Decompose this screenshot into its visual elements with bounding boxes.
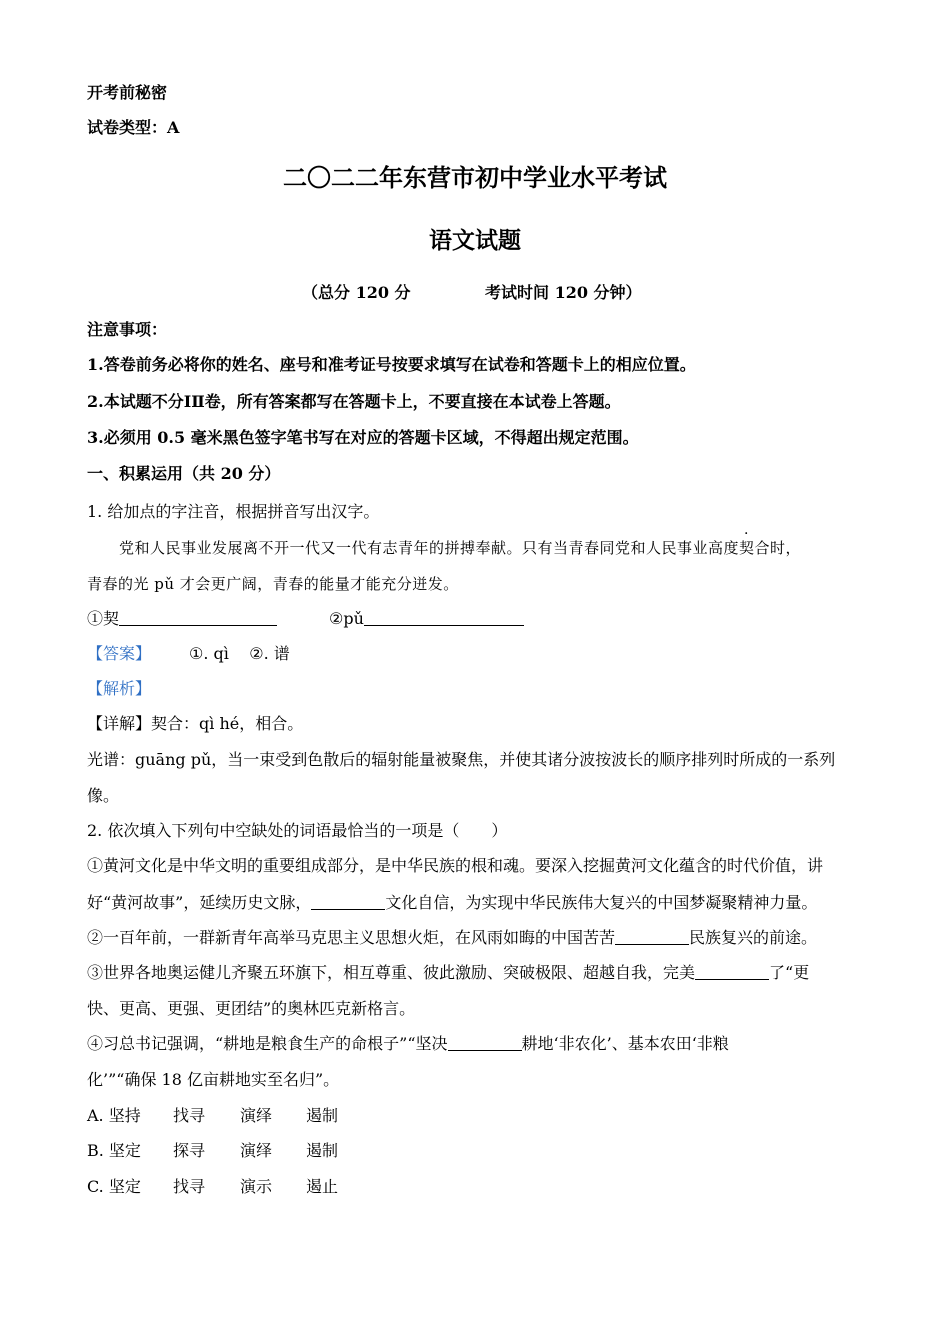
answer-row <box>87 644 290 664</box>
detail-line: 像。 <box>87 786 120 805</box>
option-word: A. 坚持 <box>87 1106 141 1125</box>
passage-text: 党和人民事业发展离不开一代又一代有志青年的拼搏奉献。只有当青春同党和人民事业高度 <box>119 539 740 557</box>
fill-blank <box>119 609 277 626</box>
sentence-text: ④习总书记强调，“耕地是粮食生产的命根子”“坚决 <box>87 1034 448 1053</box>
sentence-line: 快、更高、更强、更团结”的奥林匹克新格言。 <box>87 999 416 1018</box>
answer-text: ①. qì ②. 谱 <box>189 644 290 663</box>
sentence-text: ③世界各地奥运健儿齐聚五环旗下，相互尊重、彼此激励、突破极限、超越自我，完美 <box>87 963 696 982</box>
answer-blank-1 <box>87 609 277 629</box>
note-item: 3.必须用 0.5 毫米黑色签字笔书写在对应的答题卡区域，不得超出规定范围。 <box>87 428 639 447</box>
notes-heading: 注意事项： <box>87 320 168 339</box>
note-item: 2.本试题不分ⅠⅡ卷，所有答案都写在答题卡上，不要直接在本试卷上答题。 <box>87 392 621 411</box>
option-word: 遏止 <box>306 1177 339 1196</box>
answer-tag: 【答案】 <box>87 644 152 663</box>
note-item: 1.答卷前务必将你的姓名、座号和准考证号按要求填写在试卷和答题卡上的相应位置。 <box>87 355 696 374</box>
sentence-text: ②一百年前，一群新青年高举马克思主义思想火炬，在风雨如晦的中国苦苦 <box>87 928 616 947</box>
question-2-stem: 2. 依次填入下列句中空缺处的词语最恰当的一项是（ ） <box>87 821 508 840</box>
sentence-line <box>87 1034 729 1054</box>
sentence-text: 好“黄河故事”，延续历史文脉， <box>87 893 312 912</box>
option-a[interactable] <box>87 1106 338 1126</box>
option-word: B. 坚定 <box>87 1141 141 1160</box>
sentence-text: 耕地‘非农化’、基本农田‘非粮 <box>521 1034 729 1053</box>
option-word: 探寻 <box>173 1141 206 1160</box>
option-word: 遏制 <box>306 1141 339 1160</box>
option-word: 找寻 <box>173 1177 206 1196</box>
detail-line: 【详解】契合：qì hé，相合。 <box>87 714 304 733</box>
question-1-passage-line: 青春的光 pǔ 才会更广阔，青春的能量才能充分迸发。 <box>87 575 459 593</box>
sentence-line: ①黄河文化是中华文明的重要组成部分，是中华民族的根和魂。要深入挖掘黄河文化蕴含的时代价值，讲 <box>87 856 824 875</box>
fill-blank <box>448 1034 522 1051</box>
sentence-line: 化’”“确保 18 亿亩耕地实至名归”。 <box>87 1070 340 1089</box>
sentence-line <box>87 928 817 948</box>
sentence-text: 文化自信，为实现中华民族伟大复兴的中国梦凝聚精神力量。 <box>385 893 818 912</box>
fill-blank <box>615 928 689 945</box>
blank-label: ②pǔ <box>329 609 364 628</box>
option-word: 遏制 <box>306 1106 339 1125</box>
paper-type: 试卷类型：A <box>87 118 180 137</box>
option-word: 演示 <box>240 1177 273 1196</box>
option-c[interactable] <box>87 1177 338 1197</box>
passage-text: 合时， <box>754 539 802 557</box>
fill-blank <box>364 609 524 626</box>
sentence-text: 民族复兴的前途。 <box>689 928 818 947</box>
analysis-tag: 【解析】 <box>87 679 152 698</box>
secret-label: 开考前秘密 <box>87 83 168 102</box>
option-b[interactable] <box>87 1141 338 1161</box>
exam-time: 考试时间 120 分钟） <box>485 283 642 302</box>
subject-title: 语文试题 <box>429 227 521 254</box>
sentence-text: 了“更 <box>769 963 810 982</box>
option-word: 找寻 <box>173 1106 206 1125</box>
blank-label: ①契 <box>87 609 120 628</box>
question-1-stem: 1. 给加点的字注音，根据拼音写出汉字。 <box>87 502 380 521</box>
answer-blank-2 <box>329 609 524 629</box>
sentence-line <box>87 893 817 913</box>
sentence-line <box>87 963 809 983</box>
section-heading: 一、积累运用（共 20 分） <box>87 464 281 483</box>
total-score: （总分 120 分 <box>302 283 411 302</box>
option-word: 演绎 <box>240 1106 273 1125</box>
dotted-char: 契 <box>739 539 755 557</box>
option-word: C. 坚定 <box>87 1177 141 1196</box>
fill-blank <box>311 893 385 910</box>
option-word: 演绎 <box>240 1141 273 1160</box>
exam-title: 二〇二二年东营市初中学业水平考试 <box>283 163 667 192</box>
detail-line: 光谱：guāng pǔ，当一束受到色散后的辐射能量被聚焦，并使其诸分波按波长的顺序排列时所成的一系列 <box>87 750 836 769</box>
fill-blank <box>695 963 769 980</box>
question-1-passage-line <box>119 538 801 558</box>
